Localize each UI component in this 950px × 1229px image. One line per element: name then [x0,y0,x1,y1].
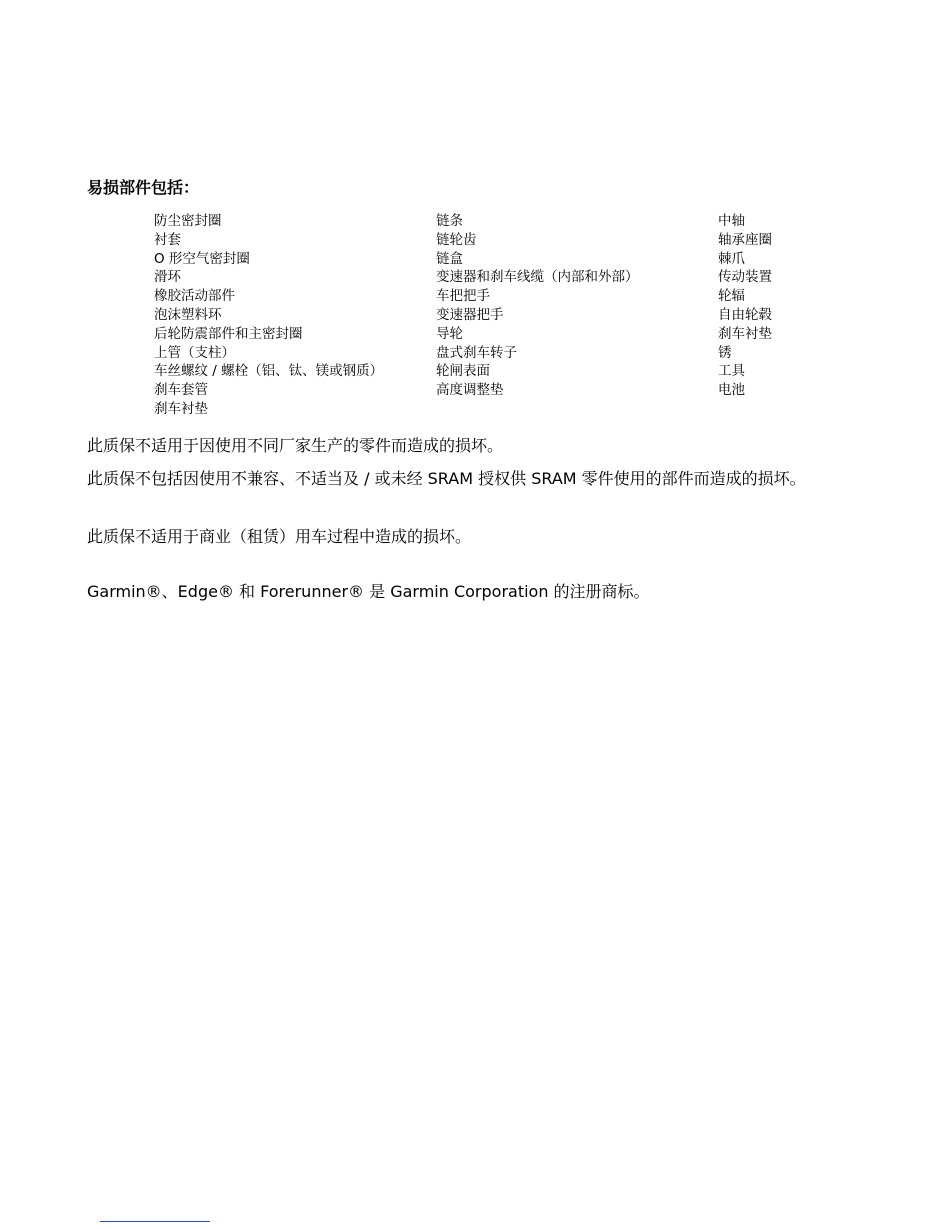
list-item: 锈 [718,344,732,361]
list-item: 刹车套管 [154,382,208,399]
list-item: 上管（支柱） [154,344,235,361]
trademark-notice: Garmin®、Edge® 和 Forerunner® 是 Garmin Corporation 的注册商标。 [87,582,650,601]
list-item: 刹车衬垫 [718,325,772,342]
list-item: 传动装置 [718,269,772,286]
list-item: 防尘密封圈 [154,213,222,229]
list-item: 导轮 [436,325,463,342]
list-item: 变速器把手 [436,306,504,323]
parts-column-3 [718,212,772,400]
list-item: 工具 [718,363,745,380]
list-item: 轮闸表面 [436,363,490,380]
list-item: 棘爪 [718,250,745,267]
list-item: 车把把手 [436,288,490,305]
list-item: 衬套 [154,231,181,248]
list-item: 盘式刹车转子 [436,344,517,361]
list-item: 链盒 [436,250,463,267]
parts-column-2 [436,212,639,400]
warranty-exclusion-paragraph-2: 此质保不包括因使用不兼容、不适当及 / 或未经 SRAM 授权供 SRAM 零件使用的部件而造成的损坏。 [87,469,806,488]
list-item: O 形空气密封圈 [154,250,250,267]
list-item: 链轮齿 [436,231,477,248]
list-item: 轮辐 [718,288,745,305]
warranty-exclusion-paragraph-3: 此质保不适用于商业（租赁）用车过程中造成的损坏。 [87,527,472,546]
footnote-divider [100,1221,210,1222]
list-item: 刹车衬垫 [154,400,208,417]
list-item: 链条 [436,213,463,229]
list-item: 自由轮毂 [718,306,772,323]
list-item: 电池 [718,382,745,399]
wear-parts-heading: 易损部件包括： [87,178,200,197]
list-item: 车丝螺纹 / 螺栓（铝、钛、镁或钢质） [154,363,384,380]
list-item: 中轴 [718,213,745,229]
parts-column-1 [154,212,383,419]
warranty-exclusion-paragraph-1: 此质保不适用于因使用不同厂家生产的零件而造成的损坏。 [87,436,504,455]
list-item: 轴承座圈 [718,231,772,248]
list-item: 泡沫塑料环 [154,306,222,323]
list-item: 橡胶活动部件 [154,288,235,305]
list-item: 滑环 [154,269,181,286]
list-item: 高度调整垫 [436,382,504,399]
list-item: 后轮防震部件和主密封圈 [154,325,303,342]
list-item: 变速器和刹车线缆（内部和外部） [436,269,639,286]
